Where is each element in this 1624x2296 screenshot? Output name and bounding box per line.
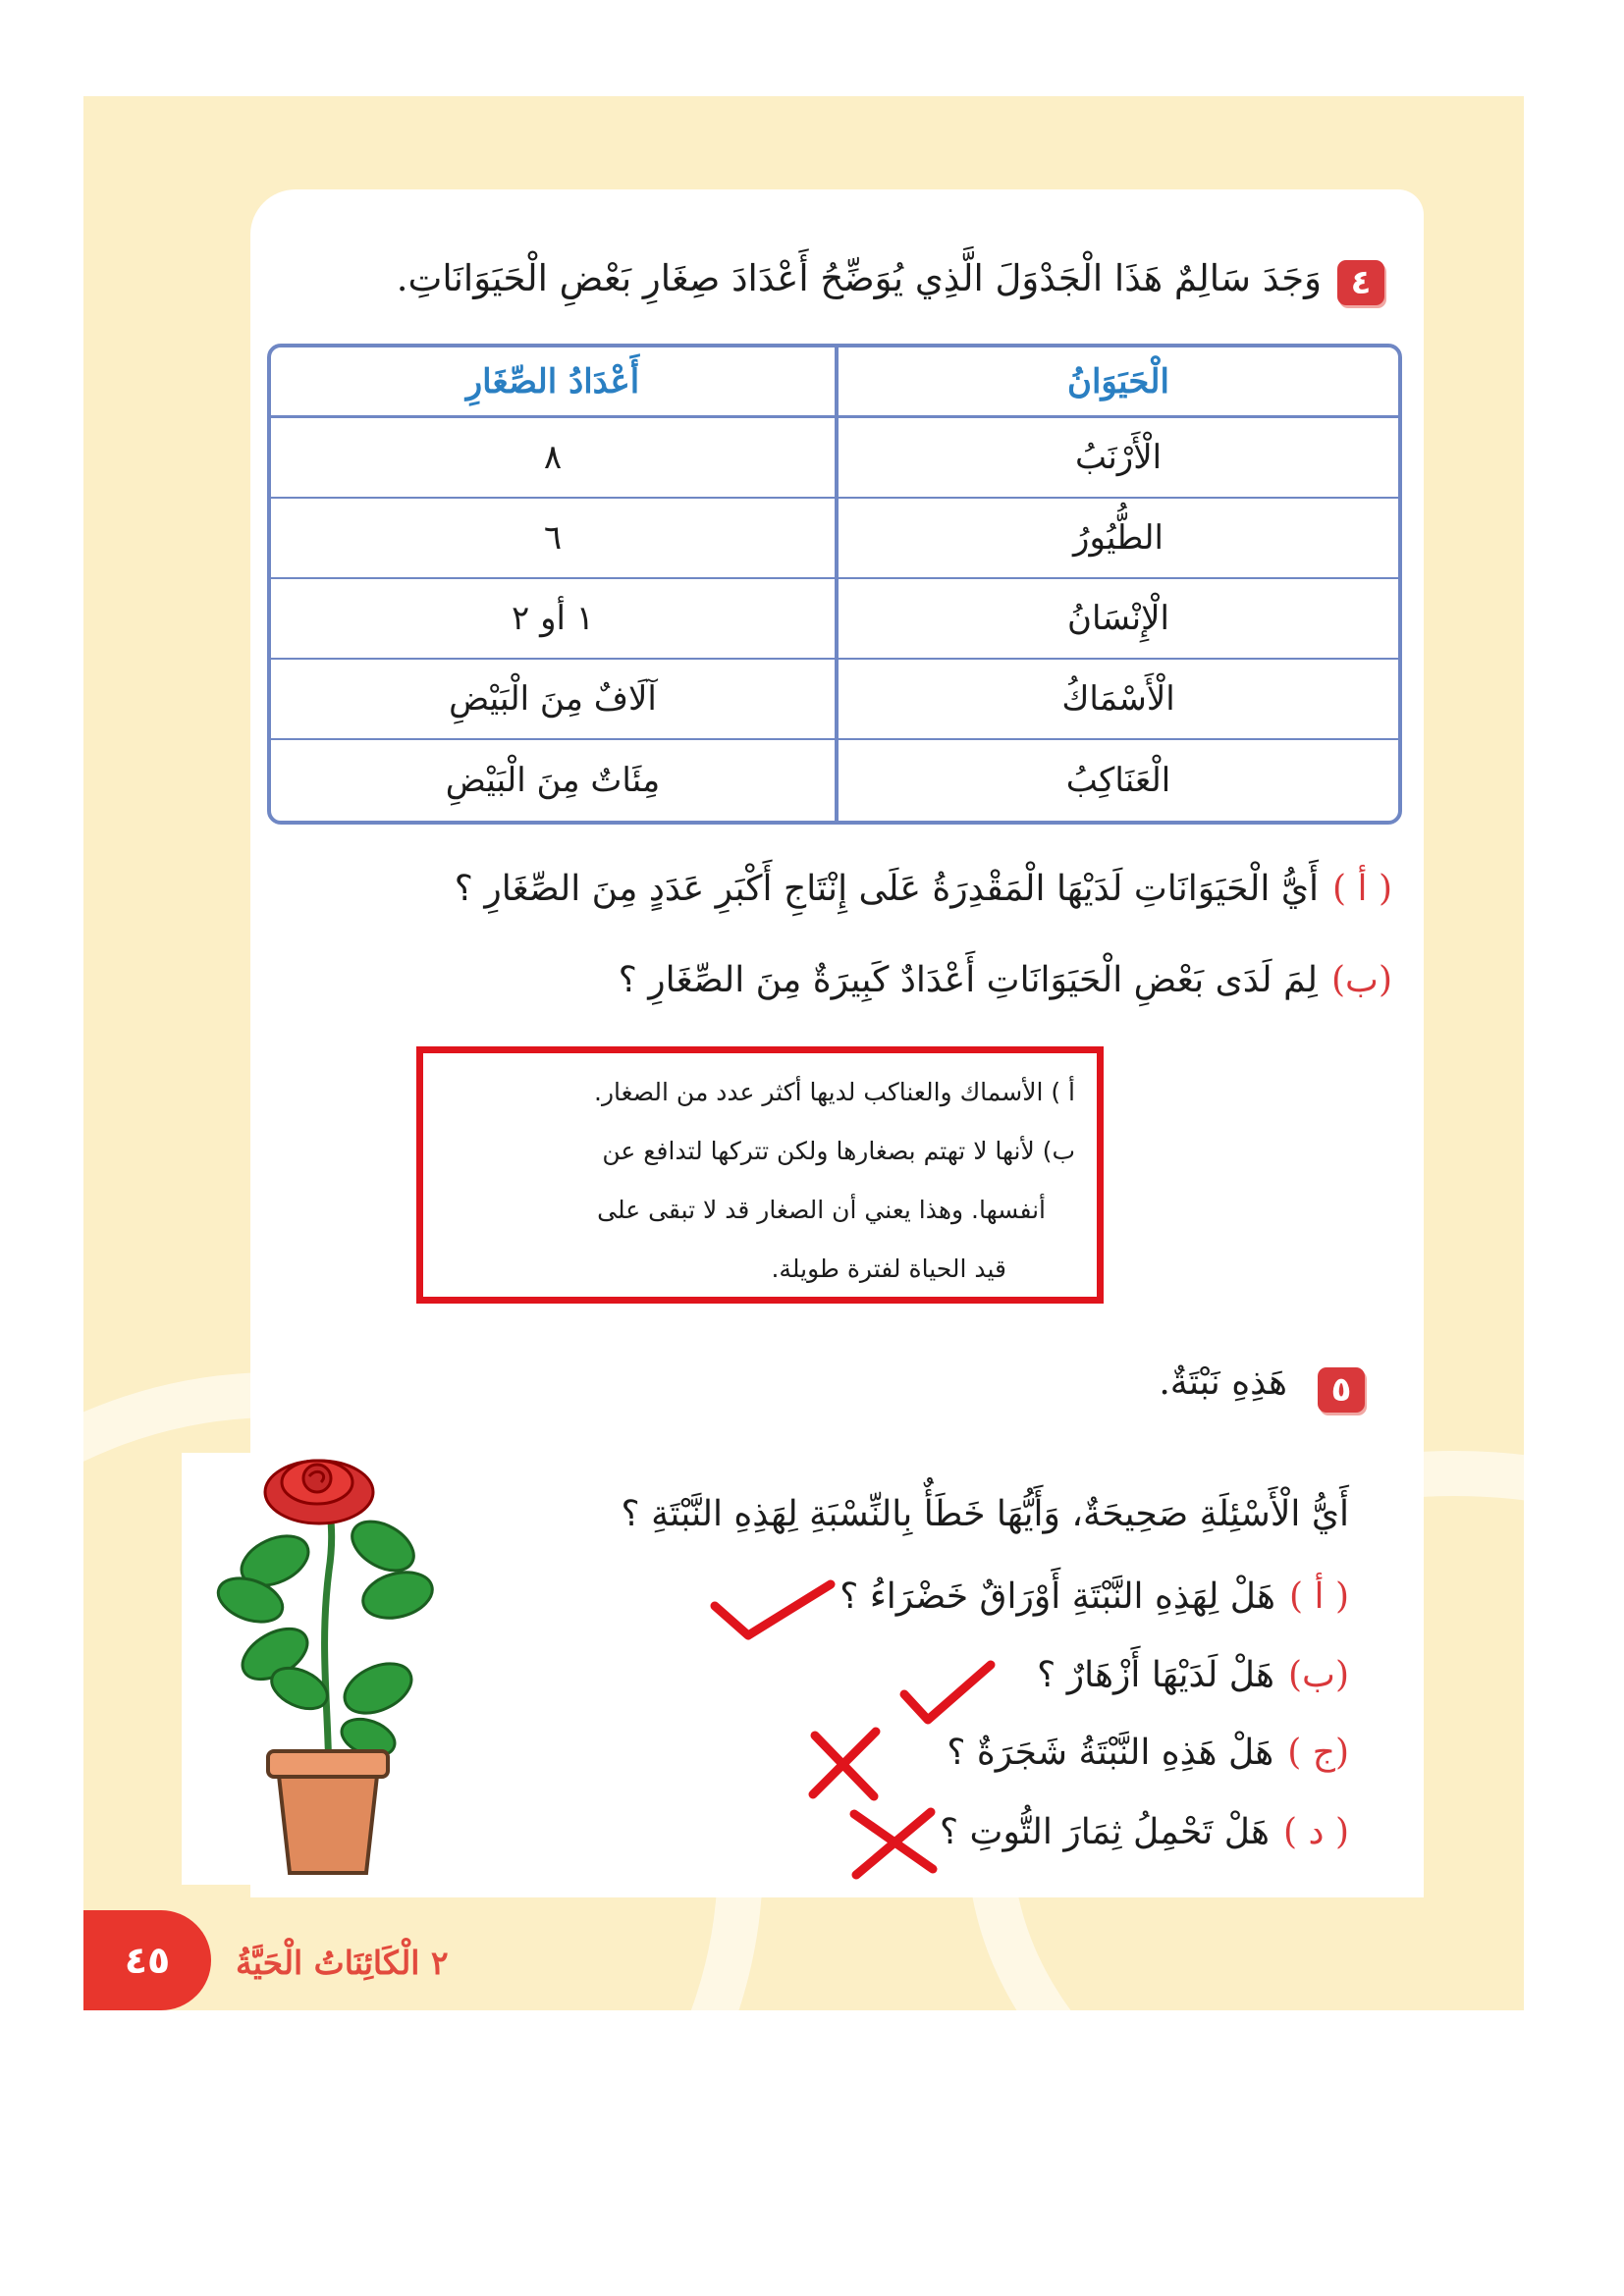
cross-icon <box>805 1726 884 1804</box>
rose-plant-illustration <box>182 1453 476 1885</box>
item-b-text: هَلْ لَدَيْهَا أَزْهَارٌ ؟ <box>1037 1655 1275 1695</box>
table-header-animal: الْحَيَوَانُ <box>835 347 1398 418</box>
table-cell-count: مِئَاتٌ مِنَ الْبَيْضِ <box>445 761 661 800</box>
question-4-part-b <box>619 960 1392 1000</box>
chapter-title: ٢ الْكَائِنَاتُ الْحَيَّةُ <box>236 1944 449 1982</box>
question-5-item-d <box>940 1812 1349 1852</box>
question-5-question: أَيُّ الْأَسْئِلَةِ صَحِيحَةٌ، وَأَيُّهَا خَطَأٌ بِالنِّسْبَةِ لِهَذِهِ النَّبْتَةِ ؟ <box>621 1494 1349 1534</box>
question-5-item-b <box>1037 1655 1349 1695</box>
item-d-text: هَلْ تَحْمِلُ ثِمَارَ التُّوتِ ؟ <box>940 1812 1270 1852</box>
check-icon <box>898 1657 997 1728</box>
question-4-text: وَجَدَ سَالِمٌ هَذَا الْجَدْوَلَ الَّذِي يُوَضِّحُ أَعْدَادَ صِغَارِ بَعْضِ الْحَيَوَانَاتِ. <box>396 257 1322 299</box>
part-a-label: ( أ ) <box>1332 869 1392 909</box>
cross-icon <box>846 1804 941 1883</box>
question-5-item-a <box>839 1576 1349 1617</box>
table-cell-count: ٦ <box>271 499 835 579</box>
table-cell-count: ١ أو ٢ <box>271 579 835 660</box>
part-b-label: (ب) <box>1331 960 1392 1000</box>
answer-line: أنفسها. وهذا يعني أن الصغار قد لا تبقى على <box>597 1196 1046 1224</box>
item-a-text: هَلْ لِهَذِهِ النَّبْتَةِ أَوْرَاقٌ خَضْرَاءُ ؟ <box>839 1576 1276 1617</box>
answer-line: ب) لأنها لا تهتم بصغارها ولكن تتركها لتدافع عن <box>602 1137 1075 1165</box>
part-a-text: أَيُّ الْحَيَوَانَاتِ لَدَيْهَا الْمَقْدِرَةُ عَلَى إِنْتَاجِ أَكْبَرِ عَدَدٍ مِنَ الصِّغَارِ ؟ <box>454 869 1320 909</box>
question-5-number: ٥ <box>1318 1367 1365 1413</box>
young-animals-table <box>267 344 1402 825</box>
question-4-number: ٤ <box>1337 260 1384 305</box>
check-icon <box>709 1576 837 1645</box>
table-cell-animal: الْعَنَاكِبُ <box>835 740 1398 821</box>
item-b-label: (ب) <box>1288 1655 1349 1695</box>
table-cell-count: آلَافٌ مِنَ الْبَيْضِ <box>271 660 835 740</box>
item-c-text: هَلْ هَذِهِ النَّبْتَةُ شَجَرَةٌ ؟ <box>947 1733 1274 1773</box>
rose-icon <box>182 1453 476 1885</box>
table-cell-animal: الطُّيُورُ <box>835 499 1398 579</box>
item-c-label: (ج ) <box>1287 1733 1349 1773</box>
table-cell-animal: الْإِنْسَانُ <box>835 579 1398 660</box>
handwritten-answer-box <box>416 1046 1104 1304</box>
answer-line: قيد الحياة لفترة طويلة. <box>771 1255 1006 1283</box>
part-b-text: لِمَ لَدَى بَعْضِ الْحَيَوَانَاتِ أَعْدَادٌ كَبِيرَةٌ مِنَ الصِّغَارِ ؟ <box>618 960 1319 1000</box>
question-5-item-c <box>947 1733 1349 1773</box>
table-cell-count: ٨ <box>271 418 835 499</box>
answer-line: أ ) الأسماك والعناكب لديها أكثر عدد من الصغار. <box>594 1078 1075 1106</box>
table-cell-animal: الْأَرْنَبُ <box>835 418 1398 499</box>
item-a-label: ( أ ) <box>1289 1576 1349 1617</box>
question-5-title: هَذِهِ نَبْتَةٌ. <box>1159 1362 1287 1403</box>
table-cell-animal: الْأَسْمَاكُ <box>835 660 1398 740</box>
page-number: ٤٥ <box>83 1910 211 2010</box>
item-d-label: ( د ) <box>1282 1812 1349 1852</box>
table-header-count: أَعْدَادُ الصِّغَارِ <box>271 347 835 418</box>
question-4-part-a <box>455 869 1392 909</box>
